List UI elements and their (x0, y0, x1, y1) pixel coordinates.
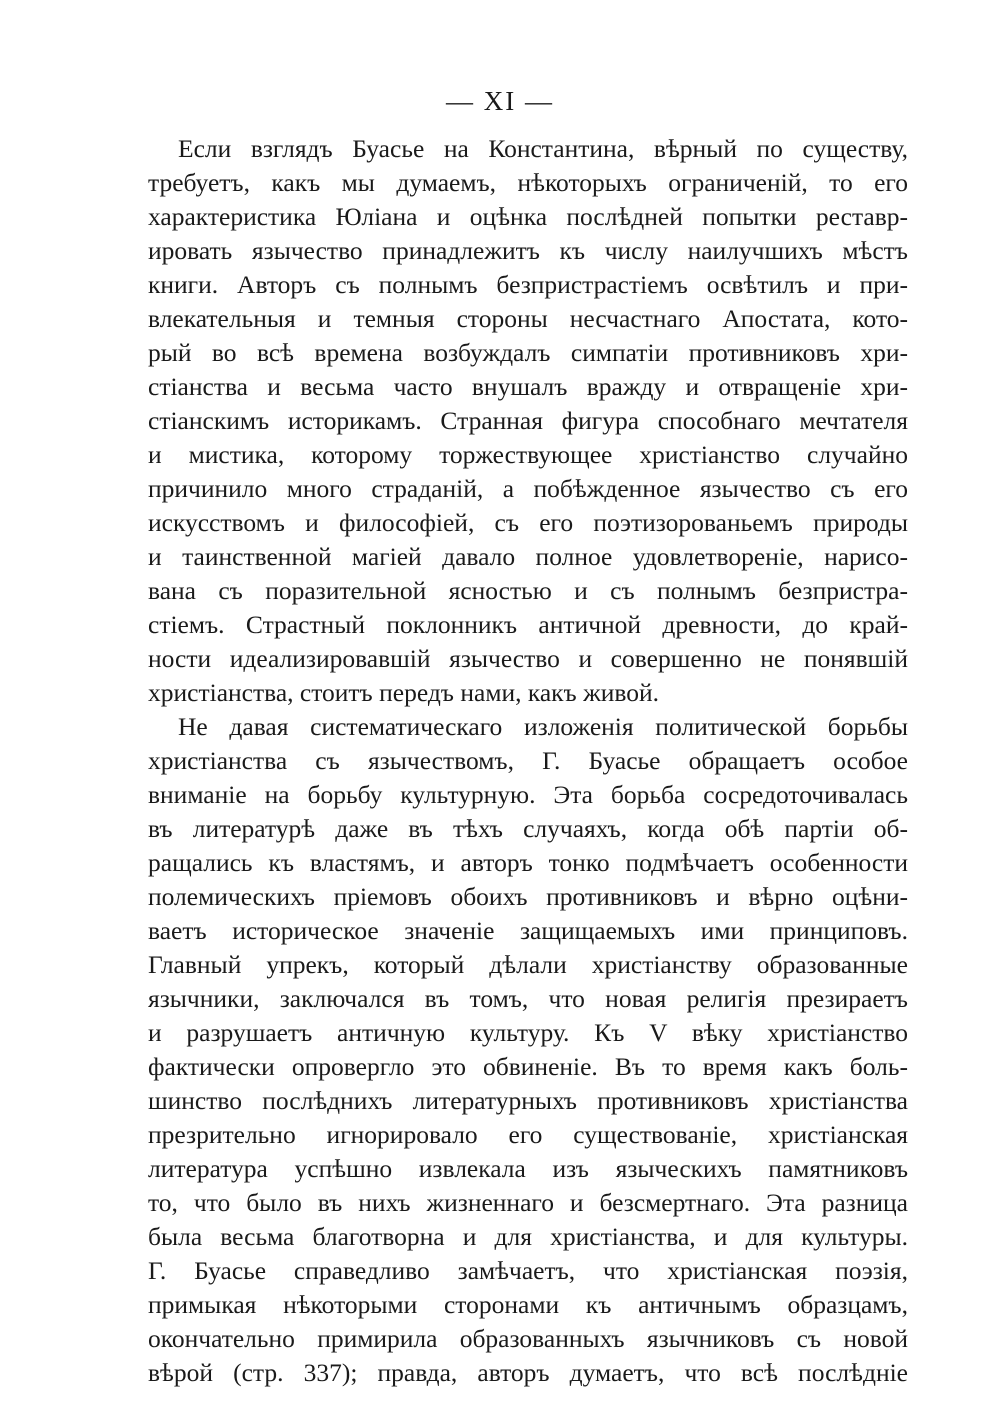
text-line: въ литературѣ даже въ тѣхъ случаяхъ, когда обѣ партіи об- (148, 814, 908, 843)
text-line: христіанства съ язычествомъ, Г. Буасье обращаетъ особое (148, 746, 908, 775)
paragraph-2 (148, 710, 908, 1390)
text-line: стіанскимъ историкамъ. Странная фигура способнаго мечтателя (148, 406, 908, 435)
text-line: полемическихъ пріемовъ обоихъ противниковъ и вѣрно оцѣни- (148, 882, 908, 911)
text-line: и разрушаетъ античную культуру. Къ V вѣку христіанство (148, 1018, 908, 1047)
text-line: ваетъ историческое значеніе защищаемыхъ ими принциповъ. (148, 916, 908, 945)
paragraph-1 (148, 132, 908, 710)
text-line: характеристика Юліана и оцѣнка послѣдней попытки реставр- (148, 202, 908, 231)
text-line: и мистика, которому торжествующее христіанство случайно (148, 440, 908, 469)
text-line: Не давая систематическаго изложенія политической борьбы (178, 712, 908, 741)
text-line: окончательно примирила образованныхъ язычниковъ съ новой (148, 1324, 908, 1353)
text-line: и таинственной магіей давало полное удовлетвореніе, нарисо- (148, 542, 908, 571)
text-line: ировать язычество принадлежитъ къ числу наилучшихъ мѣстъ (148, 236, 908, 265)
text-line: язычники, заключался въ томъ, что новая религія презираетъ (148, 984, 908, 1013)
text-line: вѣрой (стр. 337); правда, авторъ думаетъ, что всѣ послѣдніе (148, 1358, 908, 1387)
text-line: причинило много страданій, а побѣжденное язычество съ его (148, 474, 908, 503)
text-line: ности идеализировавшій язычество и совершенно не понявшій (148, 644, 908, 673)
text-line: стіемъ. Страстный поклонникъ античной древности, до край- (148, 610, 908, 639)
text-line: Главный упрекъ, который дѣлали христіанству образованные (148, 950, 908, 979)
text-line: вниманіе на борьбу культурную. Эта борьба сосредоточивалась (148, 780, 908, 809)
body-text (148, 132, 908, 1390)
text-line: ращались къ властямъ, и авторъ тонко подмѣчаетъ особенности (148, 848, 908, 877)
page-number: — XI — (446, 86, 554, 116)
text-line: требуетъ, какъ мы думаемъ, нѣкоторыхъ ограниченій, то его (148, 168, 908, 197)
text-line: презрительно игнорировало его существованіе, христіанская (148, 1120, 908, 1149)
text-line: стіанства и весьма часто внушалъ вражду и отвращеніе хри- (148, 372, 908, 401)
text-line: то, что было въ нихъ жизненнаго и безсмертнаго. Эта разница (148, 1188, 908, 1217)
text-line: была весьма благотворна и для христіанства, и для культуры. (148, 1222, 908, 1251)
text-line: примыкая нѣкоторыми сторонами къ античнымъ образцамъ, (148, 1290, 908, 1319)
text-line: литература успѣшно извлекала изъ языческихъ памятниковъ (148, 1154, 908, 1183)
text-line: христіанства, стоитъ передъ нами, какъ живой. (148, 678, 660, 707)
text-line: книги. Авторъ съ полнымъ безпристрастіемъ освѣтилъ и при- (148, 270, 908, 299)
text-line: фактически опровергло это обвиненіе. Въ то время какъ боль- (148, 1052, 908, 1081)
text-line: искусствомъ и философіей, съ его поэтизорованьемъ природы (148, 508, 908, 537)
text-line: Если взглядъ Буасье на Константина, вѣрный по существу, (178, 134, 908, 163)
text-line: вана съ поразительной ясностью и съ полнымъ безпристра- (148, 576, 908, 605)
text-line: рый во всѣ времена возбуждалъ симпатіи противниковъ хри- (148, 338, 908, 367)
text-line: шинство послѣднихъ литературныхъ противниковъ христіанства (148, 1086, 908, 1115)
text-line: влекательныя и темныя стороны несчастнаго Апостата, кото- (148, 304, 908, 333)
text-line: Г. Буасье справедливо замѣчаетъ, что христіанская поэзія, (148, 1256, 908, 1285)
